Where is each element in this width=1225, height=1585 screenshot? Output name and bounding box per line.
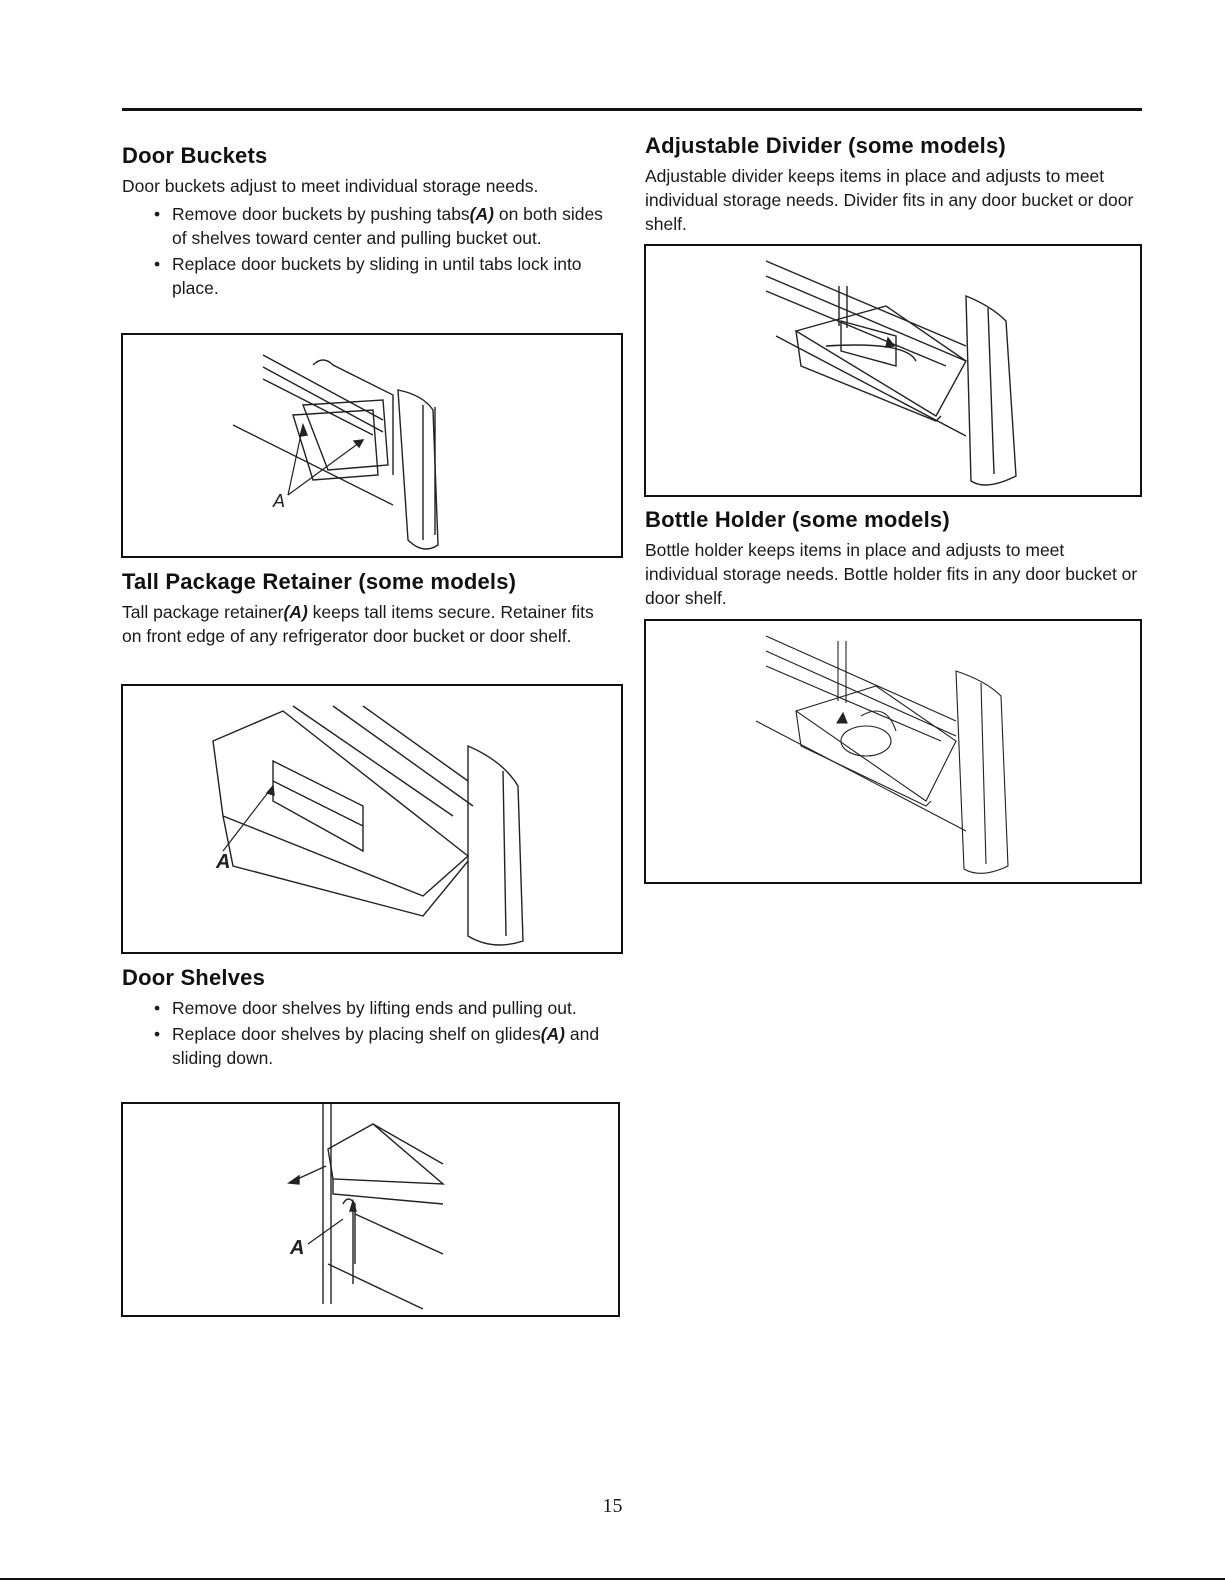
tall-package-retainer-body: Tall package retainer(A) keeps tall items secure. Retainer fits on front edge of any refrigerator door bucket or door shelf. <box>122 602 594 646</box>
list-item: • Remove door shelves by lifting ends and pulling out. <box>154 998 577 1018</box>
bottle-holder-illustration <box>644 619 1142 884</box>
page-number: 15 <box>602 1495 623 1517</box>
adjustable-divider-illustration <box>644 244 1142 497</box>
tall-package-retainer-illustration <box>121 684 623 954</box>
door-buckets-heading: Door Buckets <box>122 143 268 168</box>
door-shelves-illustration <box>121 1102 620 1317</box>
top-rule <box>122 108 1142 111</box>
adjustable-divider-body: Adjustable divider keeps items in place and adjusts to meet individual storage needs. Divider fits in any door bucket or door shelf. <box>645 166 1134 234</box>
list-item: • Replace door buckets by sliding in until tabs lock into place. <box>154 254 582 298</box>
list-item: • Remove door buckets by pushing tabs(A) on both sides of shelves toward center and pulling bucket out. <box>154 204 603 248</box>
figure-label-a: A <box>273 491 286 511</box>
door-buckets-bullets <box>122 202 612 300</box>
bottom-rule <box>0 1578 1225 1580</box>
door-shelves-bullets <box>122 996 617 1070</box>
tall-package-retainer-section <box>122 568 617 648</box>
door-shelves-section <box>122 964 617 1072</box>
door-bucket-illustration <box>121 333 623 558</box>
bottle-holder-section <box>645 506 1140 610</box>
adjustable-divider-section <box>645 132 1140 236</box>
door-shelves-heading: Door Shelves <box>122 965 266 990</box>
adjustable-divider-heading: Adjustable Divider (some models) <box>645 133 1006 158</box>
figure-label-a: A <box>216 851 231 873</box>
bottle-holder-heading: Bottle Holder (some models) <box>645 507 950 532</box>
door-buckets-section <box>122 142 612 302</box>
tall-package-retainer-heading: Tall Package Retainer (some models) <box>122 569 517 594</box>
figure-label-a: A <box>290 1237 305 1259</box>
bottle-holder-body: Bottle holder keeps items in place and adjusts to meet individual storage needs. Bottle holder fits in any door bucket or door shelf. <box>645 540 1138 608</box>
list-item: • Replace door shelves by placing shelf on glides(A) and sliding down. <box>154 1024 600 1068</box>
door-buckets-intro: Door buckets adjust to meet individual storage needs. <box>122 176 539 196</box>
